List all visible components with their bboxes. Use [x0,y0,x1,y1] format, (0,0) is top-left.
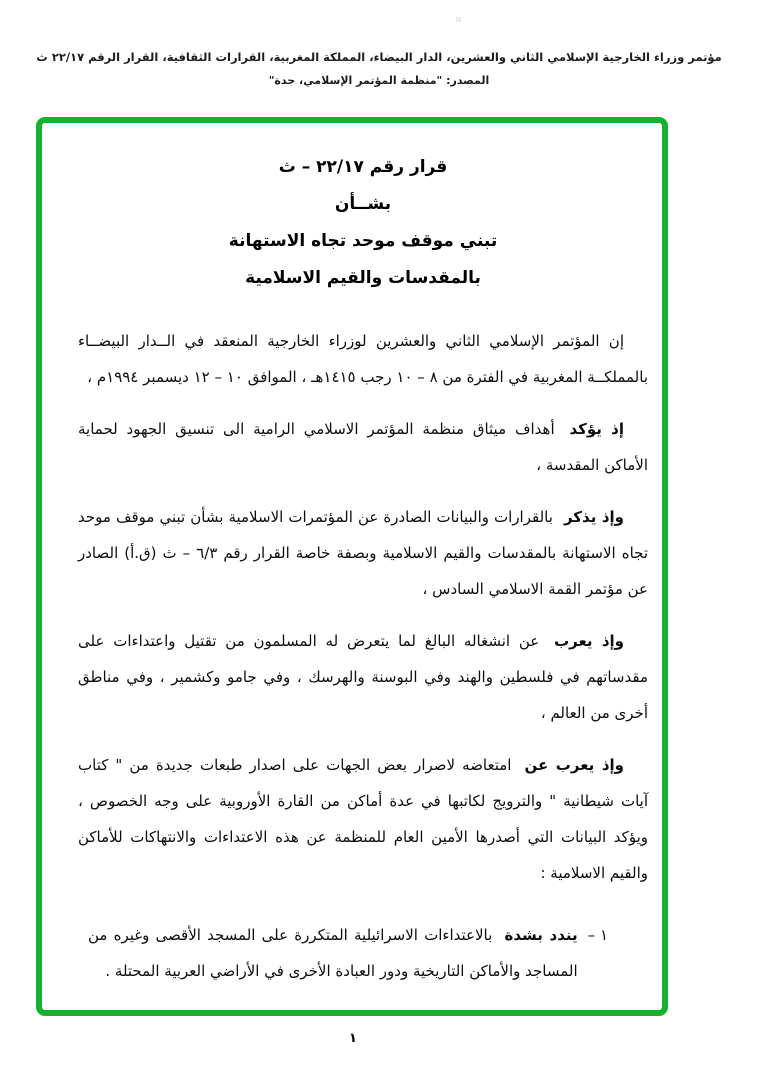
resolution-title-number: قرار رقم ٢٢/١٧ – ث [278,157,448,177]
source-header-line2: المصدر: "منظمة المؤتمر الإسلامي، جدة" [268,73,490,87]
paragraph-lead: وإذ يعرب [554,632,624,650]
clause-text: بالاعتداءات الاسرائيلية المتكررة على المسجد الأقصى وغيره من المساجد والأماكن التاريخية ودور العبادة الأخرى في الأراضي العربية المحتلة . [88,926,578,980]
paragraph-lead: وإذ يذكر [563,508,624,526]
intro-paragraph: إن المؤتمر الإسلامي الثاني والعشرين لوزراء الخارجية المنعقد في الــدار البيضــاء بالمملكــة المغربية في الفترة من ٨ – ١٠ رجب ١٤١٥هـ ، الموافق ١٠ – ١٢ ديسمبر ١٩٩٤م ، [78,332,648,386]
paragraph-text: أهداف ميثاق منظمة المؤتمر الاسلامي الرامية الى تنسيق الجهود لحماية الأماكن المقدسة ، [78,420,648,474]
numbered-clause-1 [78,917,648,989]
clause-lead: يندد بشدة [504,926,578,944]
paragraph-lead: وإذ يعرب عن [524,756,624,774]
paragraph-text: امتعاضه لاصرار بعض الجهات على اصدار طبعات جديدة من " كتاب آيات شيطانية " والترويج لكاتبها في عدة أماكن من القارة الأوروبية على وجه الخصوص ، ويؤكد البيانات التي أصدرها الأمين العام للمنظمة عن هذه الاعتداءات والانتهاكات للأماكن والقيم الاسلامية : [78,756,648,882]
paragraph-text: بالقرارات والبيانات الصادرة عن المؤتمرات الاسلامية بشأن تبني موقف موحد تجاه الاستهانة بالمقدسات والقيم الاسلامية وبصفة خاصة القرار رقم ٦/٣ – ث (ق.أ) الصادر عن مؤتمر القمة الاسلامي السادس ، [78,508,648,598]
preamble-paragraph [78,623,648,731]
resolution-title-subject-2: بالمقدسات والقيم الاسلامية [245,268,481,288]
page-number: ١ [349,1031,357,1046]
resolution-title-subject-1: تبني موقف موحد تجاه الاستهانة [228,231,498,251]
source-header-line1: مؤتمر وزراء الخارجية الإسلامي الثاني والعشرين، الدار البيضاء، المملكة المغربية، القرارات الثقافية، القرار الرقم ٢٢/١٧ ث [36,50,722,64]
clause-number: ١ – [587,926,608,944]
paragraph-lead: إذ يؤكد [569,420,624,438]
paragraph-text: عن انشغاله البالغ لما يتعرض له المسلمون من تقتيل واعتداءات على مقدساتهم في فلسطين والهند وفي البوسنة والهرسك ، وفي جامو وكشمير ، وفي مناطق أخرى من العالم ، [78,632,648,722]
clause-body [88,917,578,989]
scan-artifact-speck [456,17,461,22]
preamble-paragraph [78,411,648,483]
resolution-green-frame [36,117,668,1016]
source-header [18,50,740,87]
resolution-title-block [78,149,648,297]
preamble-paragraph [78,747,648,891]
preamble-paragraph [78,499,648,607]
resolution-title-regarding: بشــأن [334,194,392,214]
